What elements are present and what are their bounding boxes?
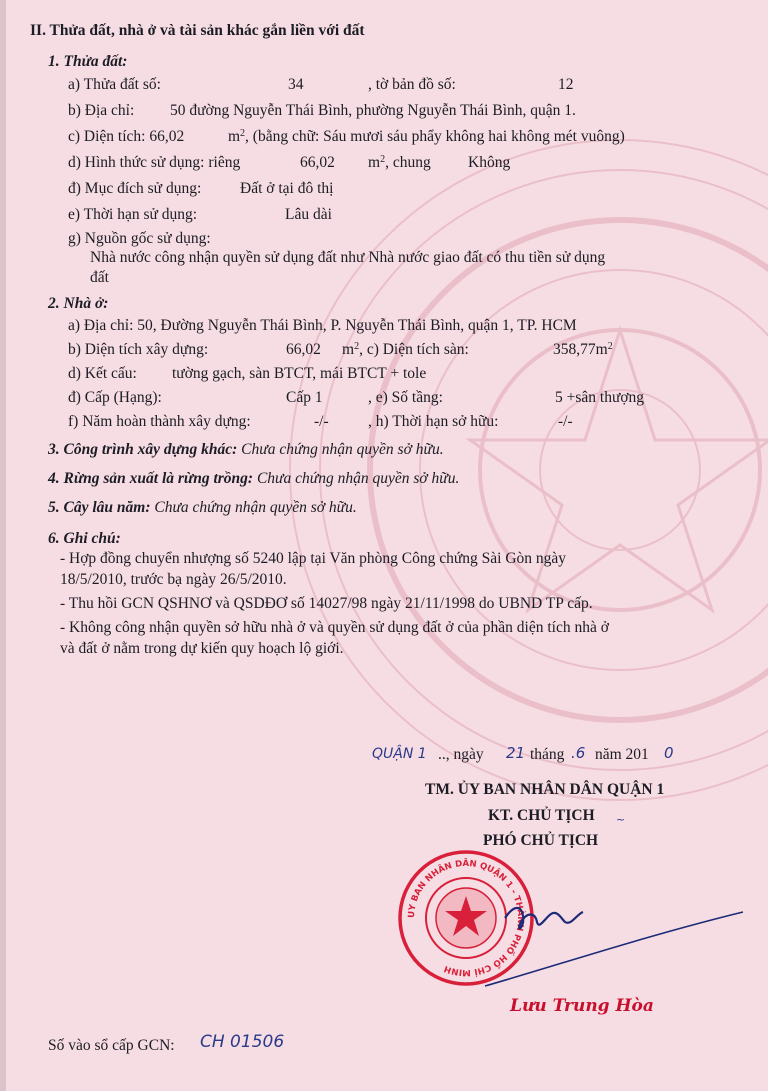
land-shared-line: $m^2$, chung [368, 154, 431, 171]
land-parcel-number: 34 [288, 76, 304, 93]
land-origin-label: g) Nguồn gốc sử dụng: [68, 230, 211, 247]
signing-month-label: tháng [530, 746, 565, 763]
land-a-label: a) Thửa đất số: [68, 76, 161, 93]
seal-ring-text: UY BAN NHÂN DÂN QUẬN 1 - THÀNH PHỐ HỒ CHÍ MINH [406, 858, 526, 978]
house-build-area-unit: m [342, 341, 355, 358]
land-private-area: 66,02 [300, 154, 335, 171]
land-origin-value-1: Nhà nước công nhận quyền sử dụng đất như Nhà nước giao đất có thu tiền sử dụng [90, 249, 606, 266]
section-3-value: Chưa chứng nhận quyền sở hữu. [241, 441, 444, 458]
house-floor-area-label: , c) Diện tích sàn: [359, 341, 469, 358]
section-5-value: Chưa chứng nhận quyền sở hữu. [154, 499, 357, 516]
signing-deputy-title: PHÓ CHỦ TỊCH [483, 832, 599, 849]
land-term-label: e) Thời hạn sử dụng: [68, 206, 198, 223]
section-5-heading: 5. Cây lâu năm: [48, 499, 151, 516]
land-map-label: , tờ bản đồ số: [368, 76, 456, 93]
register-number-handwritten: CH 01506 [200, 1032, 285, 1052]
register-label: Số vào sổ cấp GCN: [48, 1037, 175, 1054]
house-structure-label: d) Kết cấu: [68, 365, 137, 382]
house-build-area-label: b) Diện tích xây dựng: [68, 341, 209, 358]
notes-heading: 6. Ghi chú: [48, 530, 121, 547]
signing-year-handwritten: 0 [664, 744, 674, 762]
land-b-label: b) Địa chỉ: [68, 102, 135, 119]
land-heading: 1. Thửa đất: [48, 53, 128, 70]
signing-day-handwritten: 21 [506, 744, 526, 762]
land-term-value: Lâu dài [285, 206, 332, 223]
house-heading: 2. Nhà ở: [48, 295, 109, 312]
section-5 [48, 499, 357, 517]
house-grade-label: đ) Cấp (Hạng): [68, 389, 162, 406]
land-area-label: c) Diện tích: 66,02 [68, 128, 185, 145]
house-structure-value: tường gạch, sàn BTCT, mái BTCT + tole [172, 365, 427, 382]
notes-line-4: - Không công nhận quyền sở hữu nhà ở và quyền sử dụng đất ở của phần diện tích nhà ở [60, 619, 609, 636]
house-floor-area-value-line: $358,77m^2$ [553, 341, 613, 358]
handwritten-signature [465, 878, 745, 998]
house-build-area-unit-line: $m^2$, c) Diện tích sàn: [342, 341, 469, 358]
land-area-line [68, 128, 625, 146]
land-purpose-value: Đất ở tại đô thị [240, 180, 334, 197]
section-4 [48, 470, 459, 488]
house-completion-label: f) Năm hoàn thành xây dựng: [68, 413, 251, 430]
house-address: a) Địa chỉ: 50, Đường Nguyễn Thái Bình, P. Nguyễn Thái Bình, quận 1, TP. HCM [68, 317, 577, 334]
section-title: II. Thửa đất, nhà ở và tài sản khác gắn liền với đất [30, 22, 365, 39]
house-floor-area-value: 358,77m [553, 341, 608, 358]
square-superscript: 2 [240, 128, 246, 139]
signing-year-label: năm 201 [595, 746, 649, 763]
notes-line-2: 18/5/2010, trước bạ ngày 26/5/2010. [60, 571, 287, 588]
house-build-area-value: 66,02 [286, 341, 321, 358]
notes-line-1: - Hợp đồng chuyển nhượng số 5240 lập tại Văn phòng Công chứng Sài Gòn ngày [60, 550, 567, 567]
land-map-number: 12 [558, 76, 574, 93]
land-purpose-label: đ) Mục đích sử dụng: [68, 180, 202, 197]
house-ownership-term-value: -/- [558, 413, 573, 430]
signing-place-handwritten: QUẬN 1 [372, 746, 427, 762]
section-4-value: Chưa chứng nhận quyền sở hữu. [256, 470, 460, 487]
land-origin-value-2: đất [90, 269, 109, 286]
initials-mark: ~ [616, 813, 626, 826]
land-address: 50 đường Nguyễn Thái Bình, phường Nguyễn Thái Bình, quận 1. [170, 102, 576, 119]
house-completion-value: -/- [314, 413, 329, 430]
land-d-label: d) Hình thức sử dụng: riêng [68, 154, 241, 171]
signing-month-handwritten: .6 [571, 744, 586, 762]
land-area-unit: m [227, 128, 241, 145]
notes-line-3: - Thu hồi GCN QSHNƠ và QSDĐƠ số 14027/98 ngày 21/11/1998 do UBND TP cấp. [60, 595, 593, 612]
land-shared-value: Không [468, 154, 511, 171]
house-floors-value: 5 +sân thượng [555, 389, 645, 406]
signing-organization: TM. ỦY BAN NHÂN DÂN QUẬN 1 [425, 781, 665, 798]
notes-line-5: và đất ở nằm trong dự kiến quy hoạch lộ giới. [60, 640, 344, 657]
house-floors-label: , e) Số tầng: [368, 389, 443, 406]
section-4-heading: 4. Rừng sản xuất là rừng trồng: [48, 470, 254, 487]
land-shared-label: , chung [385, 154, 431, 171]
house-ownership-term-label: , h) Thời hạn sở hữu: [368, 413, 499, 430]
signing-place-dots: .., ngày [438, 746, 484, 763]
section-3-heading: 3. Công trình xây dựng khác: [48, 441, 238, 458]
signer-name: Lưu Trung Hòa [510, 996, 654, 1016]
signing-kt-title: KT. CHỦ TỊCH [488, 807, 595, 824]
house-grade-value: Cấp 1 [286, 389, 323, 406]
section-3 [48, 441, 444, 459]
land-private-unit: m [368, 154, 381, 171]
land-area-words: , (bằng chữ: Sáu mươi sáu phẩy không hai không mét vuông) [245, 128, 625, 145]
